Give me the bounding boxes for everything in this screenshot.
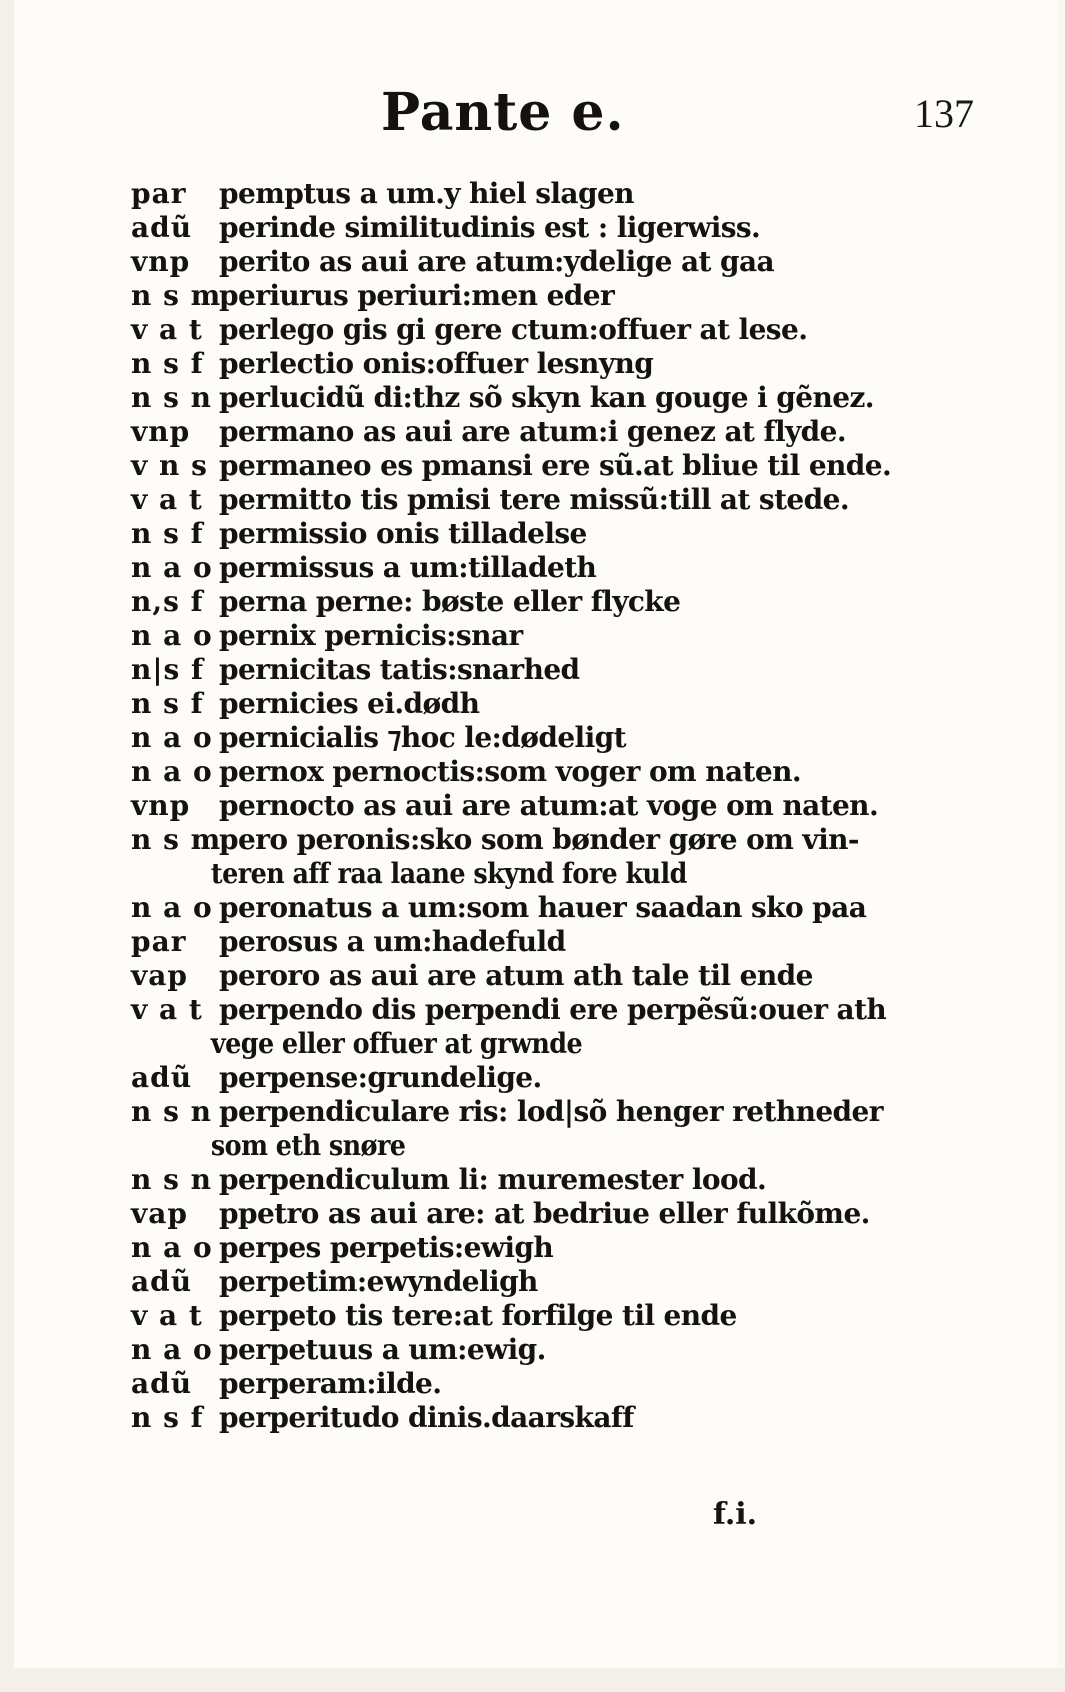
dictionary-entry <box>131 1333 891 1367</box>
entry-text: perosus a um:hadefuld <box>219 925 566 958</box>
dictionary-entry <box>131 381 891 415</box>
entry-text: pernicies ei.dødh <box>219 687 480 720</box>
grammar-code: n a o <box>131 551 213 584</box>
page-edge <box>1057 0 1065 1668</box>
grammar-code: n a o <box>131 1231 213 1264</box>
entry-line <box>131 1061 891 1095</box>
entry-text: permissio onis tilladelse <box>219 517 587 550</box>
grammar-code: n|s f <box>131 653 205 686</box>
entry-line <box>131 313 891 347</box>
entry-line <box>131 823 891 857</box>
entry-text: perna perne: bøste eller flycke <box>219 585 681 618</box>
grammar-code: vnp <box>131 415 191 448</box>
entry-text: perpes perpetis:ewigh <box>219 1231 554 1264</box>
entry-text: ppetro as aui are: at bedriue eller fulkõme. <box>219 1197 870 1230</box>
grammar-code: adũ <box>131 1061 193 1094</box>
dictionary-entry <box>131 245 891 279</box>
dictionary-entry <box>131 415 891 449</box>
dictionary-entry <box>131 619 891 653</box>
entry-line <box>131 1299 891 1333</box>
entry-text: perperam:ilde. <box>219 1367 442 1400</box>
entry-line <box>131 959 891 993</box>
entry-text: periurus periuri:men eder <box>219 279 615 312</box>
entry-line <box>131 279 891 313</box>
dictionary-entry <box>131 347 891 381</box>
entry-line <box>131 1231 891 1265</box>
dictionary-entry <box>131 891 891 925</box>
dictionary-entry <box>131 721 891 755</box>
dictionary-entry <box>131 517 891 551</box>
grammar-code: v a t <box>131 313 203 346</box>
entry-text: pernicialis ⁊hoc le:dødeligt <box>219 721 626 754</box>
grammar-code: n s f <box>131 1401 204 1434</box>
entry-text: permitto tis pmisi tere missũ:till at stede. <box>219 483 849 516</box>
entry-text: peronatus a um:som hauer saadan sko paa <box>219 891 867 924</box>
entry-continuation: teren aff raa laane skynd fore kuld <box>210 857 687 890</box>
dictionary-entry <box>131 1095 891 1163</box>
grammar-code: adũ <box>131 1265 193 1298</box>
grammar-code: n,s f <box>131 585 204 618</box>
entry-text: perpetim:ewyndeligh <box>219 1265 538 1298</box>
grammar-code: n a o <box>131 619 213 652</box>
grammar-code: par <box>131 925 187 958</box>
grammar-code: n s f <box>131 517 204 550</box>
entry-text: permano as aui are atum:i genez at flyde. <box>219 415 847 448</box>
grammar-code: n a o <box>131 1333 213 1366</box>
dictionary-entry <box>131 1299 891 1333</box>
entry-text: pernix pernicis:snar <box>219 619 523 652</box>
dictionary-entry <box>131 551 891 585</box>
entry-line <box>131 449 891 483</box>
entry-line <box>131 1333 891 1367</box>
grammar-code: vap <box>131 959 188 992</box>
dictionary-entry <box>131 1163 891 1197</box>
entry-text: perpendo dis perpendi ere perpẽsũ:ouer ath <box>219 993 887 1026</box>
entry-line <box>131 245 891 279</box>
grammar-code: vap <box>131 1197 188 1230</box>
entry-line <box>131 1265 891 1299</box>
dictionary-entry <box>131 1231 891 1265</box>
entry-text: pernicitas tatis:snarhed <box>219 653 580 686</box>
entry-line <box>131 789 891 823</box>
dictionary-entries <box>131 177 891 1435</box>
dictionary-entry <box>131 959 891 993</box>
grammar-code: adũ <box>131 1367 193 1400</box>
grammar-code: n a o <box>131 721 213 754</box>
grammar-code: n s n <box>131 1163 212 1196</box>
entry-line <box>131 483 891 517</box>
dictionary-entry <box>131 755 891 789</box>
entry-text: perito as aui are atum:ydelige at gaa <box>219 245 775 278</box>
grammar-code: adũ <box>131 211 193 244</box>
page-number: 137 <box>914 91 974 136</box>
entry-text: perlego gis gi gere ctum:offuer at lese. <box>219 313 808 346</box>
dictionary-entry <box>131 313 891 347</box>
entry-continuation: som eth snøre <box>210 1129 406 1162</box>
entry-text: pernox pernoctis:som voger om naten. <box>219 755 801 788</box>
entry-text: perpeto tis tere:at forfilge til ende <box>219 1299 737 1332</box>
grammar-code: n a o <box>131 891 213 924</box>
dictionary-entry <box>131 177 891 211</box>
dictionary-entry <box>131 279 891 313</box>
entry-line <box>131 653 891 687</box>
entry-text: perinde similitudinis est : ligerwiss. <box>219 211 761 244</box>
entry-line <box>131 1095 891 1129</box>
dictionary-entry <box>131 1401 891 1435</box>
entry-line <box>131 415 891 449</box>
entry-line <box>131 925 891 959</box>
grammar-code: n s f <box>131 687 204 720</box>
entry-line <box>131 619 891 653</box>
entry-text: pemptus a um.y hiel slagen <box>219 177 634 210</box>
entry-text: perpendiculare ris: lod|sõ henger rethneder <box>219 1095 883 1128</box>
grammar-code: v a t <box>131 483 203 516</box>
entry-line <box>131 1367 891 1401</box>
dictionary-entry <box>131 585 891 619</box>
dictionary-entry <box>131 823 891 891</box>
entry-text: perpetuus a um:ewig. <box>219 1333 546 1366</box>
signature-mark: f.i. <box>713 1497 758 1532</box>
dictionary-entry <box>131 1367 891 1401</box>
entry-line <box>131 551 891 585</box>
entry-line <box>131 517 891 551</box>
entry-line <box>131 1401 891 1435</box>
dictionary-entry <box>131 925 891 959</box>
dictionary-entry <box>131 789 891 823</box>
entry-text: pernocto as aui are atum:at voge om naten. <box>219 789 879 822</box>
entry-line <box>131 891 891 925</box>
entry-text: perlucidũ di:thz sõ skyn kan gouge i gẽnez. <box>219 381 874 414</box>
grammar-code: n s m <box>131 279 222 312</box>
entry-line <box>131 755 891 789</box>
grammar-code: n s n <box>131 381 212 414</box>
entry-text: pero peronis:sko som bønder gøre om vin- <box>219 823 859 856</box>
entry-text: perpense:grundelige. <box>219 1061 542 1094</box>
grammar-code: par <box>131 177 187 210</box>
dictionary-entry <box>131 449 891 483</box>
dictionary-entry <box>131 1061 891 1095</box>
entry-text: perlectio onis:offuer lesnyng <box>219 347 654 380</box>
entry-text: peroro as aui are atum ath tale til ende <box>219 959 813 992</box>
entry-line <box>131 211 891 245</box>
grammar-code: v a t <box>131 1299 203 1332</box>
entry-line <box>131 381 891 415</box>
dictionary-entry <box>131 1197 891 1231</box>
entry-continuation: vege eller offuer at grwnde <box>210 1027 583 1060</box>
running-head-title: Pante e. <box>381 82 625 143</box>
dictionary-entry <box>131 653 891 687</box>
dictionary-entry <box>131 687 891 721</box>
entry-text: permaneo es pmansi ere sũ.at bliue til ende. <box>219 449 892 482</box>
grammar-code: v n s <box>131 449 208 482</box>
entry-line <box>131 347 891 381</box>
entry-line <box>131 1163 891 1197</box>
entry-line <box>131 687 891 721</box>
grammar-code: n s n <box>131 1095 212 1128</box>
grammar-code: vnp <box>131 789 191 822</box>
grammar-code: n s f <box>131 347 204 380</box>
grammar-code: n s m <box>131 823 222 856</box>
grammar-code: n a o <box>131 755 213 788</box>
entry-text: perpendiculum li: muremester lood. <box>219 1163 767 1196</box>
grammar-code: vnp <box>131 245 191 278</box>
entry-text: perperitudo dinis.daarskaff <box>219 1401 634 1434</box>
grammar-code: v a t <box>131 993 203 1026</box>
dictionary-entry <box>131 483 891 517</box>
entry-line <box>131 585 891 619</box>
entry-line <box>131 177 891 211</box>
entry-text: permissus a um:tilladeth <box>219 551 597 584</box>
dictionary-entry <box>131 1265 891 1299</box>
entry-line <box>131 993 891 1027</box>
dictionary-entry <box>131 211 891 245</box>
entry-line <box>131 721 891 755</box>
dictionary-entry <box>131 993 891 1061</box>
entry-line <box>131 1197 891 1231</box>
